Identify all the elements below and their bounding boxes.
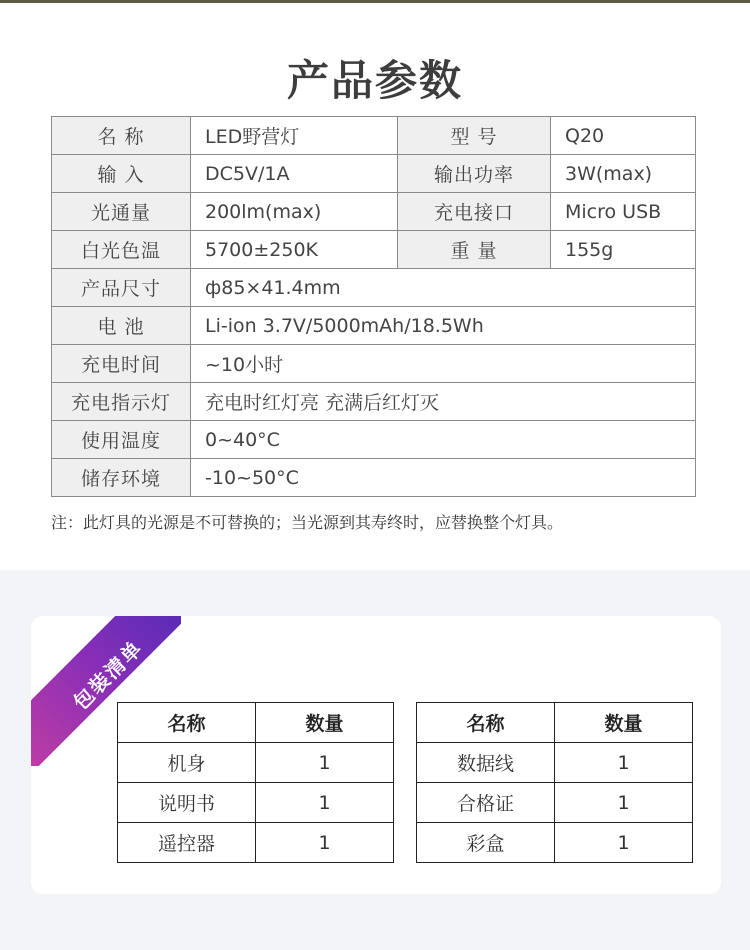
spec-row — [52, 307, 696, 345]
header-name: 名称 — [417, 703, 555, 743]
table-row — [118, 823, 394, 863]
table-row — [417, 743, 693, 783]
item-quantity: 1 — [555, 783, 693, 823]
item-name: 数据线 — [417, 743, 555, 783]
spec-value-operating-temp: 0~40°C — [191, 421, 696, 459]
item-name: 遥控器 — [118, 823, 256, 863]
item-name: 合格证 — [417, 783, 555, 823]
spec-row — [52, 231, 696, 269]
item-name: 说明书 — [118, 783, 256, 823]
spec-value-output-power: 3W(max) — [551, 155, 696, 193]
spec-value-charge-time: ~10小时 — [191, 345, 696, 383]
item-name: 彩盒 — [417, 823, 555, 863]
footnote: 注：此灯具的光源是不可替换的；当光源到其寿终时，应替换整个灯具。 — [51, 513, 564, 532]
spec-row — [52, 193, 696, 231]
package-table-left — [117, 702, 394, 863]
spec-value-charge-indicator: 充电时红灯亮 充满后红灯灭 — [191, 383, 696, 421]
spec-row — [52, 269, 696, 307]
header-name: 名称 — [118, 703, 256, 743]
spec-label-weight: 重 量 — [398, 231, 551, 269]
spec-label-battery: 电 池 — [52, 307, 191, 345]
ribbon-label: 包装清单 — [68, 635, 148, 715]
spec-label-storage-env: 储存环境 — [52, 459, 191, 497]
spec-label-name: 名 称 — [52, 117, 191, 155]
header-quantity: 数量 — [555, 703, 693, 743]
spec-value-charge-port: Micro USB — [551, 193, 696, 231]
spec-row — [52, 345, 696, 383]
spec-value-model: Q20 — [551, 117, 696, 155]
item-quantity: 1 — [555, 743, 693, 783]
spec-label-operating-temp: 使用温度 — [52, 421, 191, 459]
spec-label-charge-indicator: 充电指示灯 — [52, 383, 191, 421]
table-header-row — [417, 703, 693, 743]
table-row — [118, 783, 394, 823]
spec-value-luminous-flux: 200lm(max) — [191, 193, 398, 231]
spec-label-model: 型 号 — [398, 117, 551, 155]
item-name: 机身 — [118, 743, 256, 783]
table-header-row — [118, 703, 394, 743]
spec-label-input: 输 入 — [52, 155, 191, 193]
top-divider — [0, 0, 750, 3]
spec-label-charge-time: 充电时间 — [52, 345, 191, 383]
table-row — [417, 823, 693, 863]
spec-value-color-temp: 5700±250K — [191, 231, 398, 269]
spec-value-size: ф85×41.4mm — [191, 269, 696, 307]
spec-value-weight: 155g — [551, 231, 696, 269]
spec-value-name: LED野营灯 — [191, 117, 398, 155]
spec-row — [52, 459, 696, 497]
spec-value-battery: Li-ion 3.7V/5000mAh/18.5Wh — [191, 307, 696, 345]
spec-row — [52, 155, 696, 193]
page-title: 产品参数 — [286, 56, 463, 105]
item-quantity: 1 — [555, 823, 693, 863]
spec-label-color-temp: 白光色温 — [52, 231, 191, 269]
item-quantity: 1 — [256, 743, 394, 783]
spec-row — [52, 383, 696, 421]
spec-label-luminous-flux: 光通量 — [52, 193, 191, 231]
item-quantity: 1 — [256, 823, 394, 863]
spec-table — [51, 116, 696, 497]
spec-row — [52, 421, 696, 459]
item-quantity: 1 — [256, 783, 394, 823]
header-quantity: 数量 — [256, 703, 394, 743]
spec-row — [52, 117, 696, 155]
spec-label-charge-port: 充电接口 — [398, 193, 551, 231]
spec-label-output-power: 输出功率 — [398, 155, 551, 193]
spec-value-input: DC5V/1A — [191, 155, 398, 193]
spec-value-storage-env: -10~50°C — [191, 459, 696, 497]
package-table-right — [416, 702, 693, 863]
spec-label-size: 产品尺寸 — [52, 269, 191, 307]
table-row — [417, 783, 693, 823]
table-row — [118, 743, 394, 783]
